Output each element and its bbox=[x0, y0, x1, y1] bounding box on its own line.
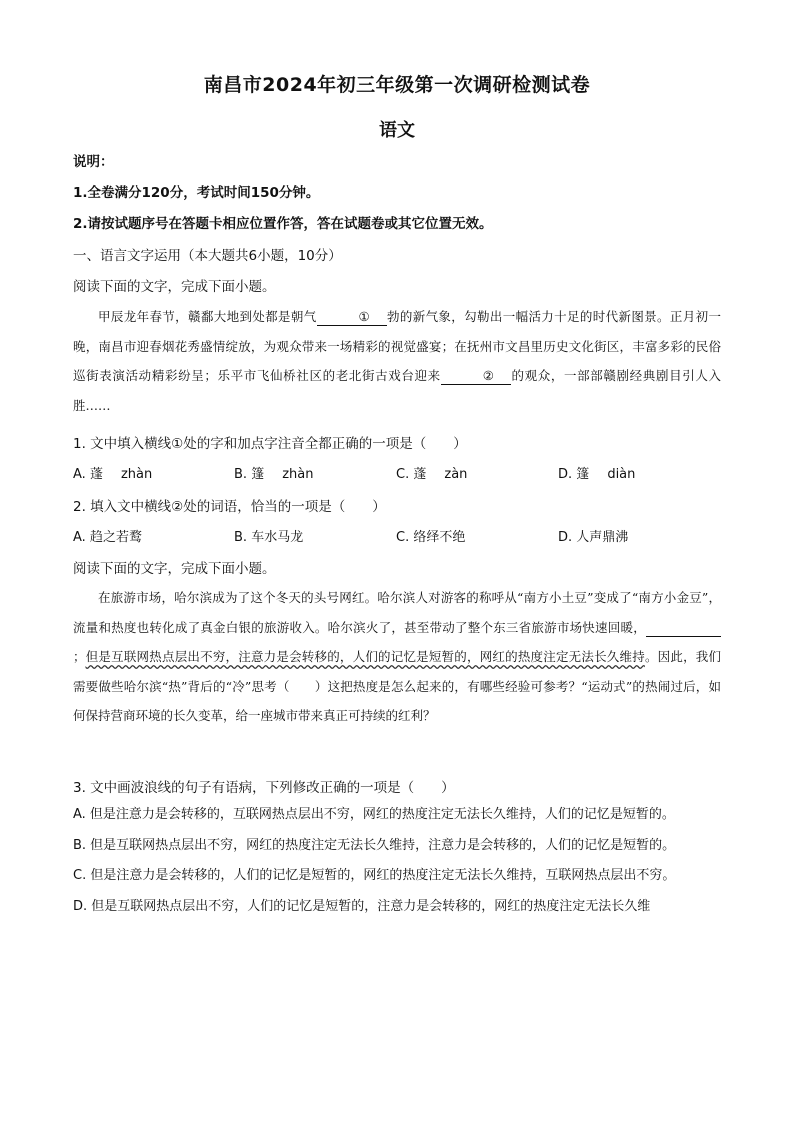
q2-option-b[interactable]: B. 车水马龙 bbox=[234, 530, 304, 545]
passage-2-text-b: ； bbox=[73, 649, 86, 664]
question-3-options bbox=[73, 800, 698, 922]
q1-option-c[interactable]: C. 蓬 zàn bbox=[396, 467, 468, 482]
passage-1 bbox=[73, 302, 721, 420]
instructions-heading: 说明： bbox=[73, 154, 114, 170]
q2-option-c[interactable]: C. 络绎不绝 bbox=[396, 530, 466, 545]
page-title: 南昌市2024年初三年级第一次调研检测试卷 bbox=[203, 74, 591, 96]
question-2-stem: 2. 填入文中横线②处的词语，恰当的一项是（ ） bbox=[73, 499, 386, 515]
read-instruction-2: 阅读下面的文字，完成下面小题。 bbox=[73, 561, 276, 577]
q3-option-d[interactable]: D. 但是互联网热点层出不穷，人们的记忆是短暂的，注意力是会转移的，网红的热度注定无法长久维 bbox=[73, 898, 651, 914]
q3-option-a[interactable]: A. 但是注意力是会转移的，互联网热点层出不穷，网红的热度注定无法长久维持，人们的记忆是短暂的。 bbox=[73, 807, 675, 822]
instruction-item-1: 1.全卷满分120分，考试时间150分钟。 bbox=[73, 185, 320, 201]
passage-1-text-b: 勃的新气象，勾勒出一幅活力十足的时代新图景。正月初一晚，南昌市迎春烟花秀盛情绽放，为观众带来一场精彩的视觉盛宴；在抚州市文昌里历史文化街区，丰富多彩的民俗巡街表演活动精彩纷呈；乐平市飞仙桥社区的老北街古戏台迎来 bbox=[73, 309, 721, 383]
q2-option-a[interactable]: A. 趋之若鹜 bbox=[73, 530, 142, 545]
question-3-stem: 3. 文中画波浪线的句子有语病，下列修改正确的一项是（ ） bbox=[73, 780, 455, 796]
blank-2: ② bbox=[441, 368, 511, 385]
section-heading: 一、语言文字运用（本大题共6小题，10分） bbox=[73, 248, 342, 264]
passage-1-text-c: 的观众，一部部赣剧经典剧目引人入胜…… bbox=[73, 368, 721, 413]
wavy-underlined-sentence: 但是互联网热点层出不穷，注意力是会转移的，人们的记忆是短暂的，网红的热度注定无法长久维持 bbox=[85, 649, 645, 664]
q3-option-c[interactable]: C. 但是注意力是会转移的，人们的记忆是短暂的，网红的热度注定无法长久维持，互联网热点层出不穷。 bbox=[73, 868, 676, 883]
passage-2 bbox=[73, 583, 721, 731]
passage-2-blank bbox=[646, 620, 721, 637]
q1-option-d[interactable]: D. 篷 diàn bbox=[558, 467, 636, 482]
q1-option-b[interactable]: B. 篷 zhàn bbox=[234, 467, 314, 482]
q2-option-d[interactable]: D. 人声鼎沸 bbox=[558, 530, 629, 545]
q1-option-a[interactable]: A. 蓬 zhàn bbox=[73, 467, 153, 482]
blank-1: ① bbox=[317, 309, 387, 326]
read-instruction-1: 阅读下面的文字，完成下面小题。 bbox=[73, 279, 276, 295]
passage-2-text-a: 在旅游市场，哈尔滨成为了这个冬天的头号网红。哈尔滨人对游客的称呼从“南方小土豆”变成了“南方小金豆”，流量和热度也转化成了真金白银的旅游收入。哈尔滨火了，甚至带动了整个东三省旅游市场快速回暖， bbox=[73, 590, 721, 635]
question-1-stem: 1. 文中填入横线①处的字和加点字注音全都正确的一项是（ ） bbox=[73, 436, 467, 452]
instruction-item-2: 2.请按试题序号在答题卡相应位置作答，答在试题卷或其它位置无效。 bbox=[73, 216, 493, 232]
passage-1-text-a: 甲辰龙年春节，赣鄱大地到处都是朝气 bbox=[98, 309, 317, 324]
passage-2-text-c: 。因此，我们需要做些哈尔滨“热”背后的“冷”思考（ ）这把热度是怎么起来的，有哪些经验可参考？“运动式”的热闹过后，如何保持营商环境的长久变革，给一座城市带来真正可持续的红利？ bbox=[73, 649, 721, 723]
subject-title: 语文 bbox=[379, 120, 415, 141]
q3-option-b[interactable]: B. 但是互联网热点层出不穷，网红的热度注定无法长久维持，注意力是会转移的，人们的记忆是短暂的。 bbox=[73, 837, 676, 853]
